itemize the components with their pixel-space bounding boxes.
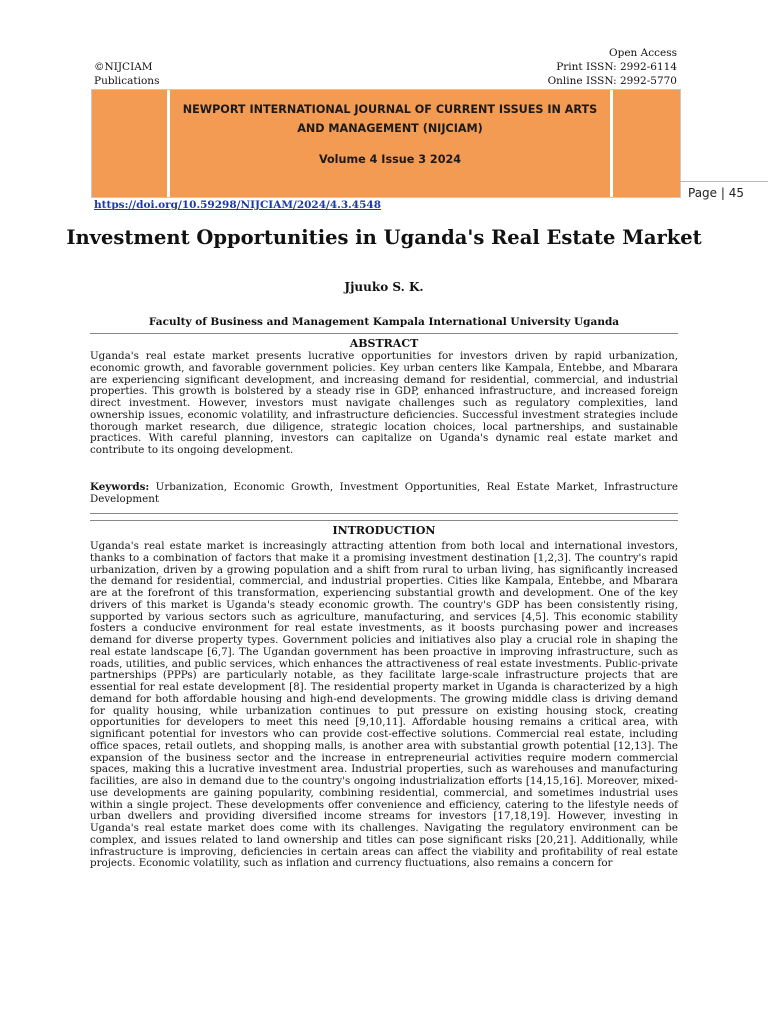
journal-banner [91, 89, 681, 198]
doi-link[interactable]: https://doi.org/10.59298/NIJCIAM/2024/4.3.4548 [94, 199, 382, 211]
volume-issue: Volume 4 Issue 3 2024 [318, 153, 462, 166]
abstract-bottom-rule [90, 513, 678, 514]
page-number: Page | 45 [688, 186, 744, 200]
author-affiliation: Faculty of Business and Management Kampala International University Uganda [148, 316, 620, 328]
banner-right-block [613, 90, 680, 197]
issn-block [548, 46, 677, 88]
keywords-label: Keywords: [90, 481, 150, 493]
abstract-text: Uganda's real estate market presents lucrative opportunities for investors driven by rapid urbanization, economic growth, and favorable government policies. Key urban centers like Kampala, Entebbe, and Mbarara are experiencing significant development, and increasing demand for residential, commercial, and industrial properties. This growth is bolstered by a steady rise in GDP, enhanced infrastructure, and increased foreign direct investment. However, investors must navigate challenges such as regulatory complexities, land ownership issues, economic volatility, and infrastructure deficiencies. Successful investment strategies include thorough market research, due diligence, strategic location choices, local partnerships, and sustainable practices. With careful planning, investors can capitalize on Uganda's dynamic real estate market and contribute to its ongoing development. [90, 350, 678, 456]
publisher-label: Publications [94, 75, 160, 87]
introduction-text: Uganda's real estate market is increasingly attracting attention from both local and international investors, thanks to a combination of factors that make it a promising investment destination [1,2,3]. The country's rapid urbanization, driven by a growing population and a shift from rural to urban living, has significantly increased the demand for residential, commercial, and industrial properties. Cities like Kampala, Entebbe, and Mbarara are at the forefront of this transformation, experiencing substantial growth and development. One of the key drivers of this market is Uganda's steady economic growth. The country's GDP has been consistently rising, supported by various sectors such as agriculture, manufacturing, and services [4,5]. This economic stability fosters a conducive environment for real estate investments, as it boosts purchasing power and increases demand for diverse property types. Government policies and initiatives also play a crucial role in shaping the real estate landscape [6,7]. The Ugandan government has been proactive in improving infrastructure, such as roads, utilities, and public services, which enhances the attractiveness of real estate investments. Public-private partnerships (PPPs) are particularly notable, as they facilitate large-scale infrastructure projects that are essential for real estate development [8]. The residential property market in Uganda is characterized by a high demand for both affordable housing and high-end developments. The growing middle class is driving demand for quality housing, while urbanization continues to put pressure on existing housing stock, creating opportunities for developers to meet this need [9,10,11]. Affordable housing remains a critical area, with significant potential for investors who can provide cost-effective solutions. Commercial real estate, including office spaces, retail outlets, and shopping malls, is another area with substantial growth potential [12,13]. The expansion of the business sector and the increase in entrepreneurial activities require modern commercial spaces, making this a lucrative investment area. Industrial properties, such as warehouses and manufacturing facilities, are also in demand due to the country's ongoing industrialization efforts [14,15,16]. Moreover, mixed-use developments are gaining popularity, combining residential, commercial, and sometimes industrial uses within a single project. These developments offer convenience and efficiency, catering to the lifestyle needs of urban dwellers and providing diversified income streams for investors [17,18,19]. However, investing in Uganda's real estate market does come with its challenges. Navigating the regulatory environment can be complex, and issues related to land ownership and titles can pose significant risks [20,21]. Additionally, while infrastructure is improving, deficiencies in certain areas can affect the viability and profitability of real estate projects. Economic volatility, such as inflation and currency fluctuations, also remains a concern for [90, 540, 678, 870]
banner-left-block [92, 90, 167, 197]
paper-title: Investment Opportunities in Uganda's Real Estate Market [66, 226, 702, 249]
keywords-text: Urbanization, Economic Growth, Investment Opportunities, Real Estate Market, Infrastructure Development [90, 481, 678, 505]
keywords-line [90, 482, 678, 506]
abstract-heading: ABSTRACT [349, 337, 419, 350]
open-access-label: Open Access [609, 47, 677, 59]
journal-title: NEWPORT INTERNATIONAL JOURNAL OF CURRENT ISSUES IN ARTS AND MANAGEMENT (NIJCIAM) [182, 103, 598, 135]
abstract-top-rule [90, 333, 678, 334]
online-issn: Online ISSN: 2992-5770 [547, 75, 677, 87]
banner-main-block [170, 90, 610, 197]
introduction-heading: INTRODUCTION [332, 524, 436, 537]
publisher-block [94, 60, 159, 88]
page-rule [680, 181, 768, 182]
author-name: Jjuuko S. K. [344, 280, 424, 294]
print-issn: Print ISSN: 2992-6114 [556, 61, 677, 73]
publisher-name: ©NIJCIAM [94, 61, 153, 73]
intro-top-rule [90, 520, 678, 521]
